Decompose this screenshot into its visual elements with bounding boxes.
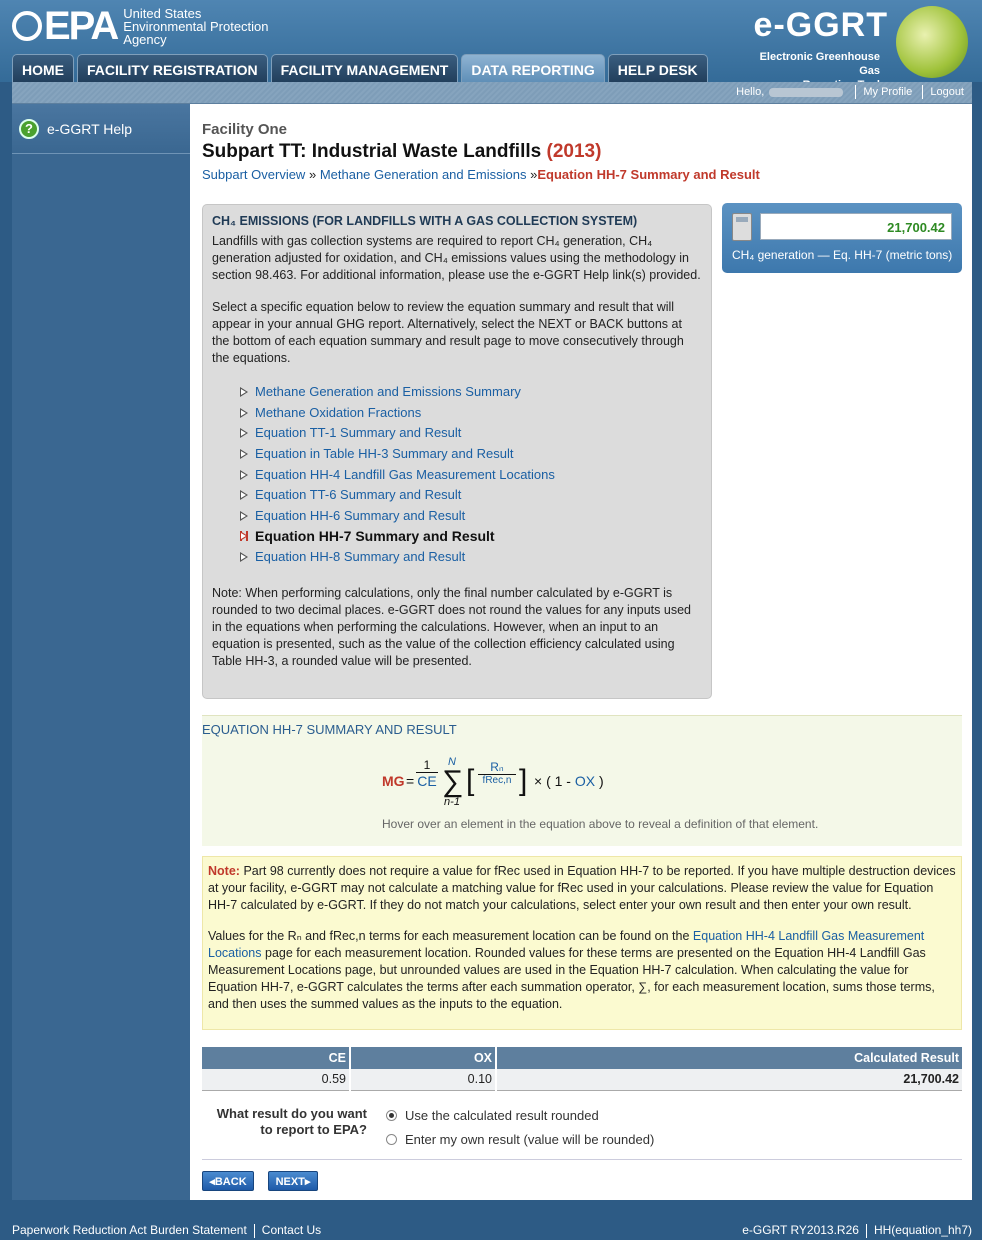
agency-name: United States Environmental Protection Agency (123, 5, 269, 47)
calculated-value-box (722, 203, 962, 273)
site-header (0, 0, 982, 82)
list-item[interactable]: Methane Oxidation Fractions (240, 403, 702, 424)
equation-list (240, 382, 702, 567)
info-paragraph-2: Select a specific equation below to review the equation summary and result that will appear in your annual GHG report. Alternatively, select the NEXT or BACK buttons at the bottom of each equation summary and result page to move consecutively through the equations. (212, 300, 684, 365)
eggrt-logo (748, 4, 968, 80)
column-header-ox: OX (350, 1047, 496, 1069)
note-text-2b: page for each measurement location. Rounded values for these terms are presented on the Equation HH-4 Landfill Gas Measurement Locations page, but unrounded values are used in the Equation HH-7 calculation. When calculating the value for Equation HH-7, e-GGRT calculates the terms after each summation operator, ∑, for each measurement location, sums those terms, and then uses the summed values as the inputs to the equation. (208, 946, 935, 1011)
equation-heading: EQUATION HH-7 SUMMARY AND RESULT (202, 722, 457, 737)
page-title: Subpart TT: Industrial Waste Landfills (2013) (202, 141, 602, 162)
formula-frec[interactable]: fRec,n (482, 775, 512, 786)
info-paragraph-1: Landfills with gas collection systems are required to report CH₄ generation, CH₄ generation adjusted for oxidation, and CH₄ emissions values using the methodology in section 98.463. For additional information, please use the e-GGRT Help link(s) provided. (212, 234, 701, 282)
info-box (202, 204, 712, 699)
sidebar-item-help[interactable] (12, 104, 190, 154)
note-text-1: Part 98 currently does not require a value for fRec used in Equation HH-7 to be reported. If you have multiple destruction devices at your facility, e-GGRT may not calculate a matching value for fRec used in your calculations. Please review the value for Equation HH-7 calculated by e-GGRT. If they do not match your calculations, select enter your own result and then enter your own result. (208, 864, 956, 912)
formula-mg[interactable]: MG (382, 773, 405, 789)
triangle-right-icon (240, 387, 248, 397)
cell-ox: 0.10 (350, 1069, 496, 1090)
breadcrumb-current: Equation HH-7 Summary and Result (537, 167, 760, 182)
formula-equals: = (406, 773, 415, 789)
formula-fraction-rn (478, 760, 516, 786)
formula-ox[interactable]: OX (574, 773, 596, 789)
formula-summation: N ∑ n-1 (442, 756, 464, 808)
hello-text: Hello, (736, 85, 765, 98)
note-text-2a: Values for the Rₙ and fRec,n terms for each measurement location can be found on the (208, 929, 690, 943)
list-item[interactable]: Methane Generation and Emissions Summary (240, 382, 702, 403)
breadcrumb: Subpart Overview » Methane Generation and Emissions »Equation HH-7 Summary and Result (202, 167, 760, 182)
facility-name: Facility One (202, 121, 288, 138)
my-profile-link[interactable]: My Profile (863, 85, 913, 98)
epa-seal-icon (12, 11, 42, 41)
hh4-locations-link[interactable]: Equation HH-4 Landfill Gas Measurement Locations (208, 929, 925, 960)
next-button[interactable]: NEXT▸ (268, 1171, 318, 1191)
triangle-right-icon (240, 470, 248, 480)
tab-help-desk[interactable]: HELP DESK (608, 54, 708, 82)
sidebar (12, 104, 190, 1200)
column-header-ce: CE (202, 1047, 350, 1069)
triangle-right-icon (240, 408, 248, 418)
epa-logo[interactable] (12, 6, 269, 46)
formula-rn[interactable]: Rₙ (478, 760, 516, 775)
contact-link[interactable]: Contact Us (261, 1223, 322, 1237)
list-item[interactable]: Equation TT-6 Summary and Result (240, 485, 702, 506)
breadcrumb-methane-generation[interactable]: Methane Generation and Emissions (319, 167, 527, 182)
user-bar (12, 82, 972, 104)
tab-facility-registration[interactable]: FACILITY REGISTRATION (77, 54, 268, 82)
table-row (202, 1069, 962, 1090)
hover-hint: Hover over an element in the equation above to reveal a definition of that element. (382, 817, 819, 831)
epa-wordmark: EPA (44, 4, 118, 48)
list-item-current: Equation HH-7 Summary and Result (240, 526, 702, 547)
triangle-right-icon (240, 531, 248, 541)
cell-ce: 0.59 (202, 1069, 350, 1090)
column-header-result: Calculated Result (496, 1047, 962, 1069)
version-text: e-GGRT RY2013.R26 (742, 1223, 859, 1237)
radio-calculated[interactable] (386, 1110, 397, 1121)
info-box-heading: CH₄ EMISSIONS (FOR LANDFILLS WITH A GAS COLLECTION SYSTEM) (212, 214, 638, 228)
info-note: Note: When performing calculations, only the final number calculated by e-GGRT is rounded to two decimal places. e-GGRT does not round the values for any inputs used in the equations when performing the calculations. However, when an input to an equation is presented, such as the value of the collection efficiency calculated using Table HH-3, a rounded value will be presented. (212, 586, 691, 669)
report-question: What result do you want to report to EPA? (216, 1106, 367, 1137)
option-calculated[interactable]: Use the calculated result rounded (386, 1108, 599, 1123)
egret-bird-icon (896, 6, 968, 78)
list-item[interactable]: Equation HH-6 Summary and Result (240, 506, 702, 527)
note-box (202, 856, 962, 1030)
logout-link[interactable]: Logout (930, 85, 964, 98)
tab-data-reporting[interactable]: DATA REPORTING (461, 54, 604, 82)
triangle-right-icon (240, 428, 248, 438)
calculated-value: 21,700.42 (760, 213, 952, 240)
cell-result: 21,700.42 (496, 1069, 962, 1090)
equation-section: EQUATION HH-7 SUMMARY AND RESULT MG = $\frac{1}{CE}$ N ∑ n-1 [ Rₙ fRec,n ] × ( 1 - OX ) Hover over an element in the equation above to reveal a definition of that element. (202, 715, 962, 846)
option-own-result[interactable]: Enter my own result (value will be rounded) (386, 1132, 654, 1147)
tab-facility-management[interactable]: FACILITY MANAGEMENT (271, 54, 459, 82)
divider (202, 1159, 962, 1160)
main-content (190, 104, 972, 1200)
triangle-right-icon (240, 552, 248, 562)
triangle-right-icon (240, 511, 248, 521)
results-table (202, 1047, 962, 1091)
page-id-text: HH(equation_hh7) (873, 1223, 972, 1237)
list-item[interactable]: Equation HH-8 Summary and Result (240, 547, 702, 568)
list-item[interactable]: Equation HH-4 Landfill Gas Measurement Locations (240, 464, 702, 485)
paperwork-link[interactable]: Paperwork Reduction Act Burden Statement (12, 1223, 247, 1237)
reporting-year: (2013) (546, 141, 602, 162)
triangle-right-icon (240, 449, 248, 459)
calculator-icon (732, 213, 752, 241)
user-name-redacted (769, 88, 843, 97)
list-item[interactable]: Equation in Table HH-3 Summary and Result (240, 444, 702, 465)
calculated-value-label: CH₄ generation — Eq. HH-7 (metric tons) (732, 248, 953, 262)
radio-own-result[interactable] (386, 1134, 397, 1145)
formula-fraction-ce: $\frac{1}{CE}$ (417, 758, 437, 789)
back-button[interactable]: ◂BACK (202, 1171, 254, 1191)
note-label: Note: (208, 864, 240, 878)
eggrt-title: e-GGRT (753, 6, 888, 44)
list-item[interactable]: Equation TT-1 Summary and Result (240, 423, 702, 444)
main-nav (12, 54, 708, 82)
tab-home[interactable]: HOME (12, 54, 74, 82)
breadcrumb-subpart-overview[interactable]: Subpart Overview (202, 167, 306, 182)
sidebar-item-label: e-GGRT Help (47, 120, 133, 137)
question-icon: ? (19, 119, 39, 139)
formula-n[interactable]: N (448, 756, 456, 768)
triangle-right-icon (240, 490, 248, 500)
eggrt-subtitle: Electronic Greenhouse Gas (759, 51, 880, 77)
footer (0, 1216, 982, 1240)
formula-ce[interactable]: CE (417, 773, 437, 789)
